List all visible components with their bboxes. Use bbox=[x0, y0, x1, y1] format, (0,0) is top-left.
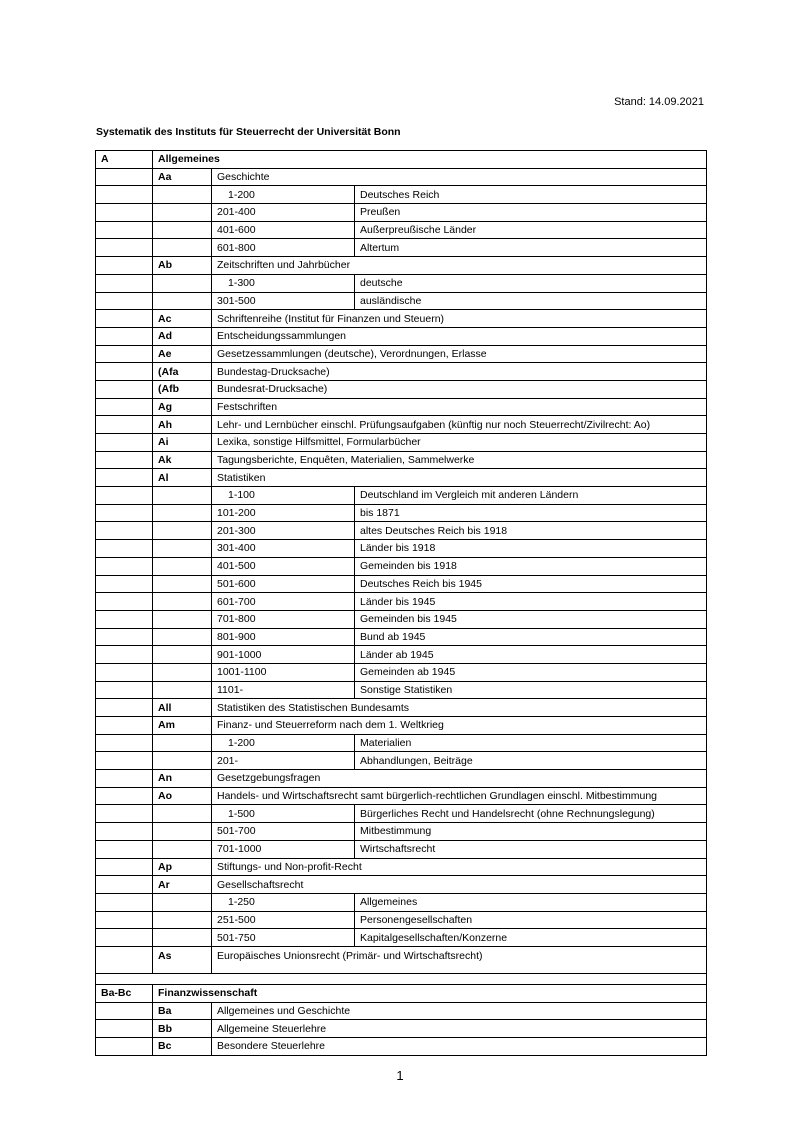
range-description: Abhandlungen, Beiträge bbox=[355, 752, 707, 770]
empty-cell bbox=[96, 1020, 153, 1038]
empty-cell bbox=[96, 946, 153, 973]
empty-cell bbox=[96, 575, 153, 593]
group-title: Besondere Steuerlehre bbox=[212, 1038, 707, 1056]
group-title: Finanz- und Steuerreform nach dem 1. Weltkrieg bbox=[212, 717, 707, 735]
range-number: 501-700 bbox=[212, 823, 355, 841]
section-code: A bbox=[96, 151, 153, 169]
range-description: Kapitalgesellschaften/Konzerne bbox=[355, 929, 707, 947]
empty-cell bbox=[153, 239, 212, 257]
spacer-row bbox=[96, 973, 707, 984]
group-code: Ac bbox=[153, 310, 212, 328]
empty-cell bbox=[96, 876, 153, 894]
group-code: Ao bbox=[153, 787, 212, 805]
group-row bbox=[96, 1020, 707, 1038]
empty-cell bbox=[96, 504, 153, 522]
range-row bbox=[96, 504, 707, 522]
section-row bbox=[96, 984, 707, 1002]
range-description: Sonstige Statistiken bbox=[355, 681, 707, 699]
range-number: 301-400 bbox=[212, 540, 355, 558]
empty-cell bbox=[153, 893, 212, 911]
group-title: Allgemeines und Geschichte bbox=[212, 1002, 707, 1020]
range-number: 501-600 bbox=[212, 575, 355, 593]
empty-cell bbox=[96, 699, 153, 717]
empty-cell bbox=[153, 221, 212, 239]
group-code: As bbox=[153, 946, 212, 973]
empty-cell bbox=[153, 646, 212, 664]
empty-cell bbox=[96, 1002, 153, 1020]
group-row bbox=[96, 327, 707, 345]
empty-cell bbox=[96, 221, 153, 239]
empty-cell bbox=[153, 540, 212, 558]
empty-cell bbox=[96, 239, 153, 257]
empty-cell bbox=[153, 734, 212, 752]
range-row bbox=[96, 292, 707, 310]
range-row bbox=[96, 540, 707, 558]
group-title: Allgemeine Steuerlehre bbox=[212, 1020, 707, 1038]
group-code: Ae bbox=[153, 345, 212, 363]
range-description: Deutsches Reich bbox=[355, 186, 707, 204]
group-row bbox=[96, 451, 707, 469]
range-row bbox=[96, 239, 707, 257]
group-title: Schriftenreihe (Institut für Finanzen und Steuern) bbox=[212, 310, 707, 328]
group-code: Ar bbox=[153, 876, 212, 894]
empty-cell bbox=[153, 840, 212, 858]
empty-cell bbox=[96, 363, 153, 381]
range-description: Außerpreußische Länder bbox=[355, 221, 707, 239]
group-title: Gesetzgebungsfragen bbox=[212, 770, 707, 788]
range-description: Bürgerliches Recht und Handelsrecht (ohne Rechnungslegung) bbox=[355, 805, 707, 823]
range-number: 801-900 bbox=[212, 628, 355, 646]
group-row bbox=[96, 858, 707, 876]
group-title: Geschichte bbox=[212, 168, 707, 186]
group-title: Stiftungs- und Non-profit-Recht bbox=[212, 858, 707, 876]
range-row bbox=[96, 186, 707, 204]
range-row bbox=[96, 610, 707, 628]
group-code: Ad bbox=[153, 327, 212, 345]
range-number: 1001-1100 bbox=[212, 663, 355, 681]
empty-cell bbox=[96, 787, 153, 805]
empty-cell bbox=[96, 840, 153, 858]
group-code: Al bbox=[153, 469, 212, 487]
range-number: 1-200 bbox=[212, 186, 355, 204]
empty-cell bbox=[153, 274, 212, 292]
range-number: 601-800 bbox=[212, 239, 355, 257]
group-row bbox=[96, 363, 707, 381]
empty-cell bbox=[96, 893, 153, 911]
empty-cell bbox=[153, 610, 212, 628]
range-description: Gemeinden bis 1918 bbox=[355, 557, 707, 575]
range-number: 201- bbox=[212, 752, 355, 770]
range-row bbox=[96, 752, 707, 770]
empty-cell bbox=[96, 717, 153, 735]
group-code: Ak bbox=[153, 451, 212, 469]
group-row bbox=[96, 699, 707, 717]
group-title: Entscheidungssammlungen bbox=[212, 327, 707, 345]
range-row bbox=[96, 274, 707, 292]
group-code: Ab bbox=[153, 257, 212, 275]
range-row bbox=[96, 557, 707, 575]
range-description: Deutsches Reich bis 1945 bbox=[355, 575, 707, 593]
empty-cell bbox=[96, 663, 153, 681]
range-row bbox=[96, 204, 707, 222]
range-number: 601-700 bbox=[212, 593, 355, 611]
group-code: Ai bbox=[153, 434, 212, 452]
range-description: Altertum bbox=[355, 239, 707, 257]
range-description: Allgemeines bbox=[355, 893, 707, 911]
range-description: Wirtschaftsrecht bbox=[355, 840, 707, 858]
group-row bbox=[96, 717, 707, 735]
range-row bbox=[96, 893, 707, 911]
empty-cell bbox=[96, 858, 153, 876]
group-title: Gesetzessammlungen (deutsche), Verordnungen, Erlasse bbox=[212, 345, 707, 363]
empty-cell bbox=[96, 327, 153, 345]
date-stamp: Stand: 14.09.2021 bbox=[614, 96, 704, 108]
range-number: 251-500 bbox=[212, 911, 355, 929]
empty-cell bbox=[96, 646, 153, 664]
group-row bbox=[96, 434, 707, 452]
group-title: Lexika, sonstige Hilfsmittel, Formularbücher bbox=[212, 434, 707, 452]
empty-cell bbox=[96, 345, 153, 363]
empty-cell bbox=[153, 929, 212, 947]
range-row bbox=[96, 487, 707, 505]
group-title: Zeitschriften und Jahrbücher bbox=[212, 257, 707, 275]
empty-cell bbox=[96, 823, 153, 841]
group-code: (Afb bbox=[153, 380, 212, 398]
empty-cell bbox=[96, 557, 153, 575]
empty-cell bbox=[153, 681, 212, 699]
empty-cell bbox=[96, 752, 153, 770]
group-title: Festschriften bbox=[212, 398, 707, 416]
group-row bbox=[96, 469, 707, 487]
range-description: Preußen bbox=[355, 204, 707, 222]
empty-cell bbox=[96, 292, 153, 310]
empty-cell bbox=[96, 770, 153, 788]
range-description: Mitbestimmung bbox=[355, 823, 707, 841]
range-number: 301-500 bbox=[212, 292, 355, 310]
range-description: Materialien bbox=[355, 734, 707, 752]
empty-cell bbox=[153, 752, 212, 770]
group-row bbox=[96, 345, 707, 363]
range-number: 701-800 bbox=[212, 610, 355, 628]
range-description: Gemeinden bis 1945 bbox=[355, 610, 707, 628]
range-row bbox=[96, 840, 707, 858]
range-number: 701-1000 bbox=[212, 840, 355, 858]
empty-cell bbox=[96, 204, 153, 222]
range-description: Länder ab 1945 bbox=[355, 646, 707, 664]
range-description: Bund ab 1945 bbox=[355, 628, 707, 646]
range-row bbox=[96, 734, 707, 752]
empty-cell bbox=[96, 1038, 153, 1056]
range-number: 201-400 bbox=[212, 204, 355, 222]
empty-cell bbox=[96, 416, 153, 434]
range-row bbox=[96, 663, 707, 681]
group-row bbox=[96, 1038, 707, 1056]
group-code: Ba bbox=[153, 1002, 212, 1020]
group-title: Statistiken des Statistischen Bundesamts bbox=[212, 699, 707, 717]
empty-cell bbox=[96, 398, 153, 416]
empty-cell bbox=[96, 805, 153, 823]
classification-table bbox=[95, 150, 707, 1056]
empty-cell bbox=[153, 823, 212, 841]
range-row bbox=[96, 929, 707, 947]
group-code: All bbox=[153, 699, 212, 717]
empty-cell bbox=[96, 257, 153, 275]
group-code: Ap bbox=[153, 858, 212, 876]
group-code: Ah bbox=[153, 416, 212, 434]
group-row bbox=[96, 946, 707, 973]
group-code: Bc bbox=[153, 1038, 212, 1056]
range-number: 1-250 bbox=[212, 893, 355, 911]
empty-cell bbox=[153, 292, 212, 310]
range-number: 101-200 bbox=[212, 504, 355, 522]
empty-cell bbox=[96, 186, 153, 204]
empty-cell bbox=[96, 451, 153, 469]
empty-cell bbox=[153, 487, 212, 505]
range-row bbox=[96, 221, 707, 239]
empty-cell bbox=[153, 911, 212, 929]
group-title: Handels- und Wirtschaftsrecht samt bürgerlich-rechtlichen Grundlagen einschl. Mitbestimmung bbox=[212, 787, 707, 805]
group-code: Bb bbox=[153, 1020, 212, 1038]
range-row bbox=[96, 593, 707, 611]
group-title: Europäisches Unionsrecht (Primär- und Wirtschaftsrecht) bbox=[212, 946, 707, 973]
group-title: Bundesrat-Drucksache) bbox=[212, 380, 707, 398]
range-description: Länder bis 1918 bbox=[355, 540, 707, 558]
group-code: (Afa bbox=[153, 363, 212, 381]
range-number: 401-500 bbox=[212, 557, 355, 575]
group-row bbox=[96, 168, 707, 186]
empty-cell bbox=[153, 504, 212, 522]
range-number: 1-100 bbox=[212, 487, 355, 505]
range-description: Länder bis 1945 bbox=[355, 593, 707, 611]
range-number: 401-600 bbox=[212, 221, 355, 239]
document-title: Systematik des Instituts für Steuerrecht der Universität Bonn bbox=[96, 126, 401, 138]
empty-cell bbox=[153, 628, 212, 646]
range-row bbox=[96, 823, 707, 841]
group-title: Bundestag-Drucksache) bbox=[212, 363, 707, 381]
empty-cell bbox=[96, 310, 153, 328]
group-row bbox=[96, 787, 707, 805]
page-number: 1 bbox=[396, 1068, 404, 1083]
range-row bbox=[96, 628, 707, 646]
range-row bbox=[96, 575, 707, 593]
group-title: Statistiken bbox=[212, 469, 707, 487]
empty-cell bbox=[96, 469, 153, 487]
empty-cell bbox=[96, 628, 153, 646]
group-row bbox=[96, 1002, 707, 1020]
empty-cell bbox=[96, 487, 153, 505]
empty-cell bbox=[96, 929, 153, 947]
section-title: Finanzwissenschaft bbox=[153, 984, 707, 1002]
range-description: ausländische bbox=[355, 292, 707, 310]
range-number: 1-500 bbox=[212, 805, 355, 823]
empty-cell bbox=[96, 734, 153, 752]
empty-cell bbox=[96, 973, 707, 984]
empty-cell bbox=[153, 522, 212, 540]
empty-cell bbox=[153, 593, 212, 611]
group-code: Aa bbox=[153, 168, 212, 186]
range-number: 1-200 bbox=[212, 734, 355, 752]
group-row bbox=[96, 876, 707, 894]
empty-cell bbox=[153, 557, 212, 575]
group-row bbox=[96, 398, 707, 416]
range-description: bis 1871 bbox=[355, 504, 707, 522]
section-title: Allgemeines bbox=[153, 151, 707, 169]
empty-cell bbox=[153, 575, 212, 593]
range-description: deutsche bbox=[355, 274, 707, 292]
empty-cell bbox=[153, 805, 212, 823]
group-title: Tagungsberichte, Enquêten, Materialien, Sammelwerke bbox=[212, 451, 707, 469]
range-description: Deutschland im Vergleich mit anderen Ländern bbox=[355, 487, 707, 505]
group-row bbox=[96, 257, 707, 275]
empty-cell bbox=[96, 274, 153, 292]
range-row bbox=[96, 522, 707, 540]
empty-cell bbox=[96, 540, 153, 558]
range-number: 901-1000 bbox=[212, 646, 355, 664]
range-number: 501-750 bbox=[212, 929, 355, 947]
range-number: 1-300 bbox=[212, 274, 355, 292]
range-row bbox=[96, 681, 707, 699]
range-row bbox=[96, 911, 707, 929]
empty-cell bbox=[96, 593, 153, 611]
group-row bbox=[96, 310, 707, 328]
group-code: Ag bbox=[153, 398, 212, 416]
range-row bbox=[96, 805, 707, 823]
empty-cell bbox=[96, 380, 153, 398]
range-row bbox=[96, 646, 707, 664]
range-description: Personengesellschaften bbox=[355, 911, 707, 929]
group-row bbox=[96, 380, 707, 398]
group-code: Am bbox=[153, 717, 212, 735]
empty-cell bbox=[153, 186, 212, 204]
empty-cell bbox=[96, 911, 153, 929]
group-row bbox=[96, 770, 707, 788]
group-title: Gesellschaftsrecht bbox=[212, 876, 707, 894]
range-description: altes Deutsches Reich bis 1918 bbox=[355, 522, 707, 540]
group-row bbox=[96, 416, 707, 434]
empty-cell bbox=[96, 168, 153, 186]
group-title: Lehr- und Lernbücher einschl. Prüfungsaufgaben (künftig nur noch Steuerrecht/Zivilrecht: Ao) bbox=[212, 416, 707, 434]
empty-cell bbox=[96, 522, 153, 540]
range-description: Gemeinden ab 1945 bbox=[355, 663, 707, 681]
range-number: 1101- bbox=[212, 681, 355, 699]
empty-cell bbox=[153, 204, 212, 222]
group-code: An bbox=[153, 770, 212, 788]
range-number: 201-300 bbox=[212, 522, 355, 540]
section-code: Ba-Bc bbox=[96, 984, 153, 1002]
empty-cell bbox=[153, 663, 212, 681]
section-row bbox=[96, 151, 707, 169]
empty-cell bbox=[96, 434, 153, 452]
empty-cell bbox=[96, 681, 153, 699]
empty-cell bbox=[96, 610, 153, 628]
